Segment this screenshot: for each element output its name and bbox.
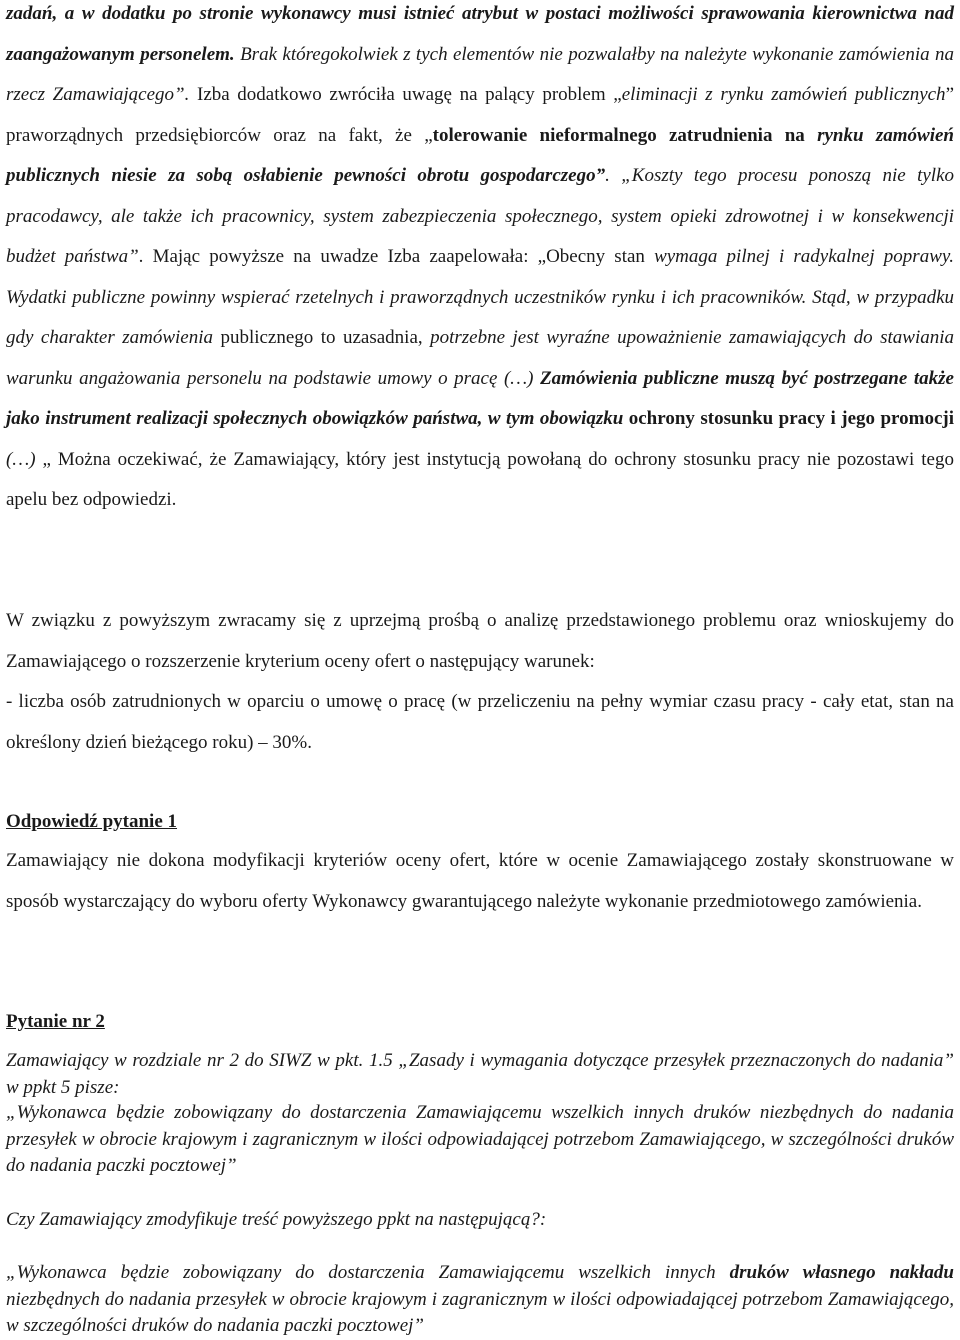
answer-1-heading: Odpowiedź pytanie 1 xyxy=(6,811,178,832)
text-span: druków własnego nakładu xyxy=(729,1262,954,1283)
text-span: ” praworządnych przedsiębiorców oraz na fakt, że „ xyxy=(6,84,954,146)
text-span: publicznego to uzasadnia, xyxy=(220,327,431,348)
text-span: potrzebne jest wyraźne upoważnienie zamawiających do stawiania warunku angażowania personelu na podstawie umowy o pracę (…) xyxy=(6,327,954,389)
text-span: Zamówienia publiczne muszą być postrzegane także jako instrument realizacji społecznych obowiązków państwa, w tym obowiązku xyxy=(6,367,954,429)
question-2-quote: „Wykonawca będzie zobowiązany do dostarczenia Zamawiającemu wszelkich innych druków niezbędnych do nadania przesyłek w obrocie krajowym i zagranicznym w ilości odpowiadającej potrzebom Zamawiającego, w szczególności druków do nadania paczki pocztowej” xyxy=(6,1102,954,1176)
text-span: rynku zamówień publicznych niesie za sobą osłabienie pewności obrotu gospodarczego” xyxy=(6,124,954,186)
text-span: ochrony stosunku pracy i jego promocji xyxy=(628,408,954,429)
text-span: niezbędnych do nadania przesyłek w obrocie krajowym i zagranicznym w ilości odpowiadającej potrzebom Zamawiającego, w szczególności druków do nadania paczki pocztowej” xyxy=(6,1288,954,1336)
text-span: eliminacji z rynku zamówień publicznych xyxy=(621,84,946,105)
question-2-heading: Pytanie nr 2 xyxy=(6,1011,105,1032)
text-span: „Wykonawca będzie zobowiązany do dostarczenia Zamawiającemu wszelkich innych xyxy=(6,1262,730,1283)
text-span: . „Koszty tego procesu ponoszą nie tylko pracodawcy, ale także ich pracownicy, system zabezpieczenia społecznego, system opieki zdrowotnej i w konsekwencji budżet państwa” xyxy=(6,165,955,267)
question-2-proposal xyxy=(6,1260,954,1340)
question-2-ask: Czy Zamawiający zmodyfikuje treść powyższego ppkt na następującą?: xyxy=(6,1209,547,1230)
text-span: zadań, a w dodatku po stronie wykonawcy musi istnieć atrybut w postaci możliwości sprawowania kierownictwa nad zaangażowanym personelem. xyxy=(6,3,954,65)
text-span: W związku z powyższym zwracamy się z uprzejmą prośbą o analizę przedstawionego problemu oraz wnioskujemy do Zamawiającego o rozszerzenie kryterium oceny ofert o następujący warunek: xyxy=(6,610,954,672)
text-span: Izba dodatkowo zwróciła uwagę na palący problem „ xyxy=(189,84,622,105)
text-span: tolerowanie nieformalnego zatrudnienia na xyxy=(432,124,805,146)
question-2-intro: Zamawiający w rozdziale nr 2 do SIWZ w pkt. 1.5 „Zasady i wymagania dotyczące przesyłek przeznaczonych do nadania” w ppkt 5 pisze: xyxy=(6,1050,954,1098)
text-span: wymaga pilnej i radykalnej poprawy. Wydatki publiczne powinny wspierać rzetelnych i praworządnych uczestników rynku i ich pracowników. Stąd, w przypadku gdy charakter zamówienia xyxy=(6,246,954,348)
paragraph-kio-ruling xyxy=(6,0,954,521)
text-span: . Mając powyższe na uwadze Izba zaapelowała: „Obecny stan xyxy=(138,246,655,267)
paragraph-condition xyxy=(6,682,954,763)
text-span: Brak któregokolwiek z tych elementów nie pozwalałby na należyte wykonanie zamówienia na rzecz Zamawiającego”. xyxy=(6,43,954,105)
text-span: - liczba osób zatrudnionych w oparciu o umowę o pracę (w przeliczeniu na pełny wymiar czasu pracy - cały etat, stan na określony dzień bieżącego roku) – 30%. xyxy=(6,691,954,753)
answer-1-text: Zamawiający nie dokona modyfikacji kryteriów oceny ofert, które w ocenie Zamawiającego zostały skonstruowane w sposób wystarczający do wyboru oferty Wykonawcy gwarantującego należyte wykonanie przedmiotowego zamówienia. xyxy=(6,850,954,912)
text-span: „ Można oczekiwać, że Zamawiający, który jest instytucją powołaną do ochrony stosunku pracy nie pozostawi tego apelu bez odpowiedzi. xyxy=(6,448,954,510)
text-span: (…) xyxy=(6,448,43,470)
paragraph-request xyxy=(6,601,954,682)
